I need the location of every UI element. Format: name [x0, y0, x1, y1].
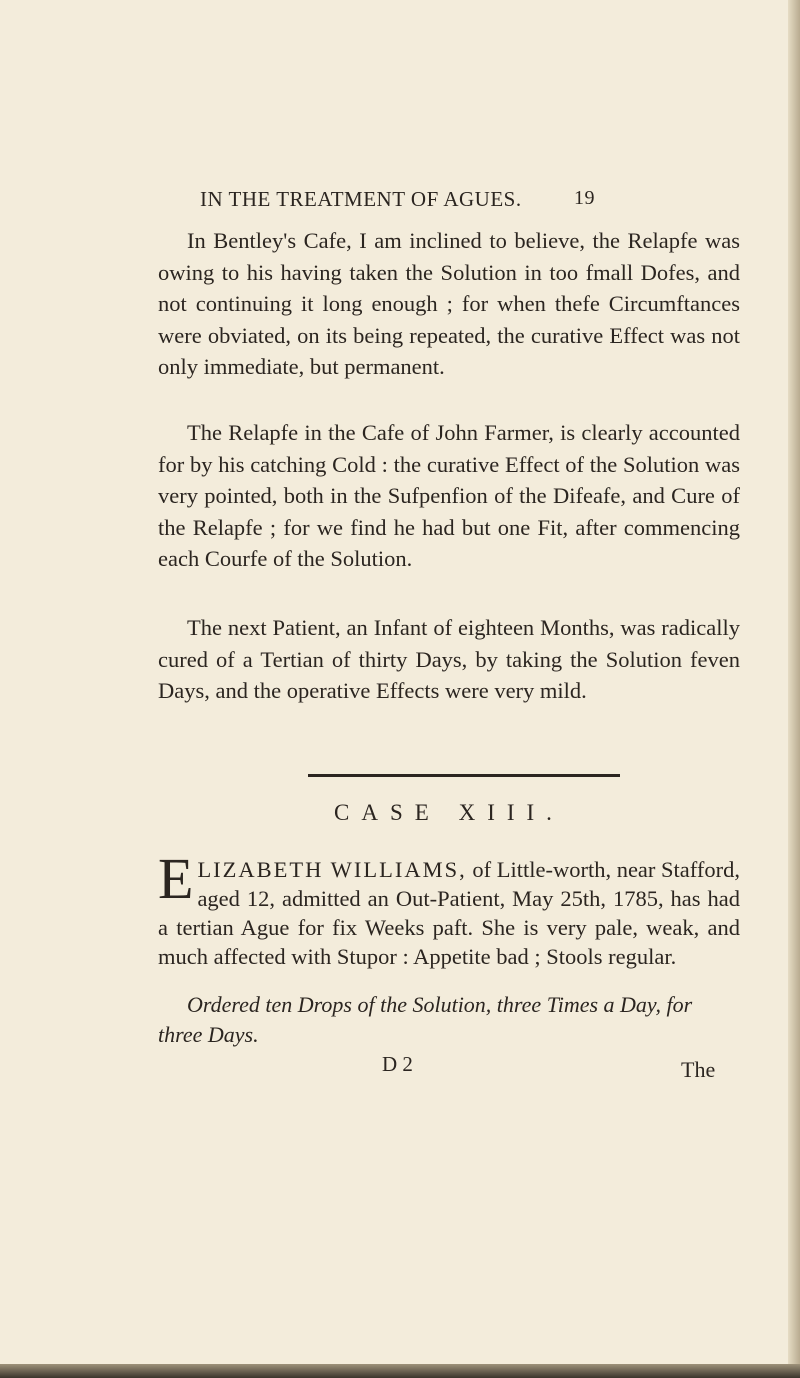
case-heading: CASE XIII.	[334, 800, 564, 825]
page-edge-shadow	[788, 0, 800, 1378]
drop-cap: E	[158, 846, 194, 911]
case-body: of Little-worth, near Stafford, aged 12, admitted an Out-Patient, May 25th, 1785, has had a tertian Ague for fix Weeks paft. She is very pale, weak, and much affected with Stupor : Appetite bad ; Stools regular.	[158, 857, 740, 969]
paragraph-farmer: The Relapfe in the Cafe of John Farmer, is clearly accounted for by his catching Cold : the curative Effect of the Solution was very pointed, both in the Sufpenfion of the Difeafe, and Cure of the Relapfe ; for we find he had but one Fit, after commencing each Courfe of the Solution.	[158, 420, 740, 571]
running-title: IN THE TREATMENT OF AGUES.	[200, 187, 522, 211]
catchword: The	[681, 1057, 716, 1082]
case-description	[158, 846, 740, 971]
section-rule	[308, 774, 620, 777]
paragraph-infant: The next Patient, an Infant of eighteen Months, was radically cured of a Tertian of thirty Days, by taking the Solution feven Days, and the operative Effects were very mild.	[158, 615, 740, 703]
paragraph-bentley: In Bentley's Cafe, I am inclined to believe, the Relapfe was owing to his having taken the Solution in too fmall Dofes, and not continuing it long enough ; for when thefe Circumftances were obviated, on its being repeated, the curative Effect was not only immediate, but permanent.	[158, 228, 740, 379]
prescription: Ordered ten Drops of the Solution, three Times a Day, for three Days.	[158, 992, 693, 1047]
signature-mark: D 2	[382, 1052, 413, 1076]
patient-name: LIZABETH WILLIAMS,	[197, 857, 467, 882]
page-number: 19	[574, 187, 595, 209]
page-bottom-shadow	[0, 1364, 800, 1378]
